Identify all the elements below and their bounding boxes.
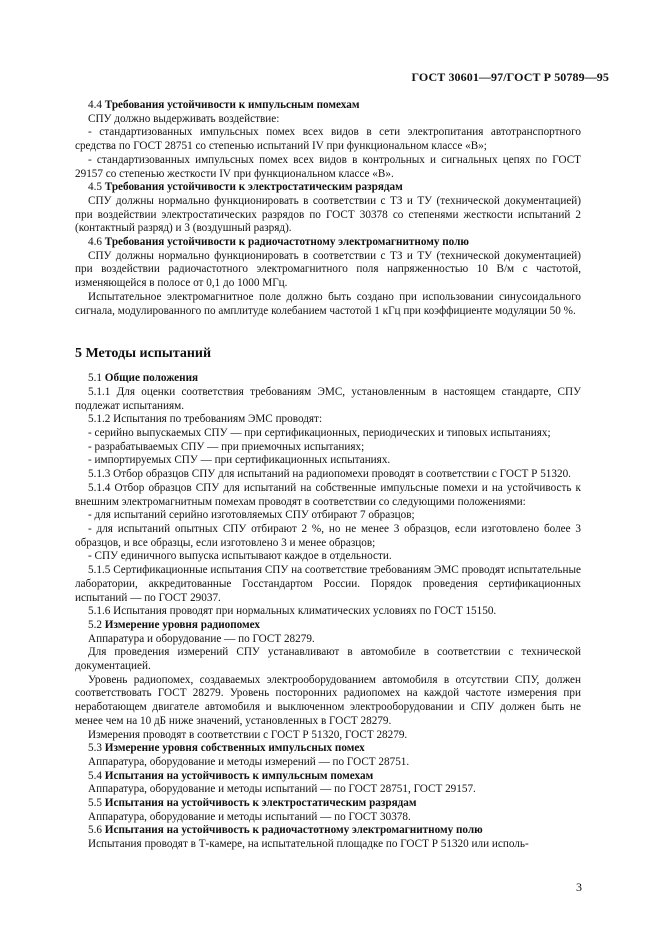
subsection-4-5-heading bbox=[75, 181, 581, 195]
list-item: - стандартизованных импульсных помех всех видов в сети электропитания автотранспортного средства по ГОСТ 28751 со степенью испытаний IV при функциональном классе «В»; bbox=[75, 126, 581, 153]
subsection-4-4-heading bbox=[75, 99, 581, 113]
subsection-4-6-heading bbox=[75, 236, 581, 250]
subsection-number: 5.4 bbox=[88, 769, 102, 782]
subsection-title: Измерение уровня радиопомех bbox=[104, 618, 261, 631]
paragraph: 5.1.5 Сертификационные испытания СПУ на соответствие требованиям ЭМС проводят испытательные лаборатории, аккредитованные Госстандартом России. Порядок проведения сертификационных испытаний — по ГОСТ 29037. bbox=[75, 564, 581, 604]
paragraph: СПУ должно выдерживать воздействие: bbox=[88, 112, 280, 125]
subsection-number: 4.6 bbox=[88, 236, 102, 249]
paragraph: Аппаратура, оборудование и методы испытаний — по ГОСТ 30378. bbox=[88, 810, 411, 823]
subsection-title: Испытания на устойчивость к импульсным помехам bbox=[104, 769, 374, 782]
document-header: ГОСТ 30601—97/ГОСТ Р 50789—95 bbox=[411, 70, 609, 84]
document-body bbox=[75, 99, 581, 852]
subsection-number: 5.3 bbox=[88, 742, 102, 755]
subsection-number: 4.5 bbox=[88, 181, 102, 194]
subsection-5-5-heading bbox=[75, 797, 581, 811]
list-item: - импортируемых СПУ — при сертификационных испытаниях. bbox=[88, 454, 391, 467]
subsection-5-6-heading bbox=[75, 824, 581, 838]
subsection-title: Испытания на устойчивость к электростатическим разрядам bbox=[104, 797, 417, 810]
paragraph: Измерения проводят в соответствии с ГОСТ Р 51320, ГОСТ 28279. bbox=[88, 728, 408, 741]
paragraph: Аппаратура, оборудование и методы измерений — по ГОСТ 28751. bbox=[88, 755, 410, 768]
subsection-5-3-heading bbox=[75, 742, 581, 756]
subsection-number: 5.2 bbox=[88, 618, 102, 631]
subsection-number: 4.4 bbox=[88, 99, 102, 111]
paragraph: Уровень радиопомех, создаваемых электрооборудованием автомобиля в отсутствии СПУ, должен соответствовать ГОСТ 28279. Уровень посторонних радиопомех на каждой частоте измерения при неработающем двигателе автомобиля и выключенном электрооборудовании и СПУ должен быть не менее чем на 10 дБ ниже значений, установленных в ГОСТ 28279. bbox=[75, 673, 581, 727]
subsection-title: Требования устойчивости к электростатическим разрядам bbox=[104, 181, 403, 194]
subsection-number: 5.1 bbox=[88, 372, 102, 385]
list-item: - разрабатываемых СПУ — при приемочных испытаниях; bbox=[88, 440, 365, 453]
paragraph: 5.1.4 Отбор образцов СПУ для испытаний на собственные импульсные помехи и на устойчивость к внешним электромагнитным помехам проводят в соответствии со следующими положениями: bbox=[75, 481, 581, 508]
subsection-title: Требования устойчивости к радиочастотному электромагнитному полю bbox=[104, 236, 469, 249]
paragraph: 5.1.1 Для оценки соответствия требованиям ЭМС, установленным в настоящем стандарте, СПУ подлежат испытаниям. bbox=[75, 385, 581, 412]
section-5-heading: 5 Методы испытаний bbox=[75, 346, 212, 362]
subsection-title: Испытания на устойчивость к радиочастотному электромагнитному полю bbox=[104, 824, 483, 837]
subsection-5-1-heading bbox=[75, 372, 581, 386]
subsection-number: 5.6 bbox=[88, 824, 102, 837]
subsection-number: 5.5 bbox=[88, 797, 102, 810]
paragraph: Аппаратура, оборудование и методы испытаний — по ГОСТ 28751, ГОСТ 29157. bbox=[88, 783, 476, 796]
list-item: - серийно выпускаемых СПУ — при сертификационных, периодических и типовых испытаниях; bbox=[88, 427, 551, 440]
subsection-5-2-heading bbox=[75, 619, 581, 633]
subsection-title: Общие положения bbox=[104, 372, 199, 385]
paragraph: 5.1.6 Испытания проводят при нормальных климатических условиях по ГОСТ 15150. bbox=[88, 605, 497, 618]
paragraph: Аппаратура и оборудование — по ГОСТ 28279. bbox=[88, 632, 315, 645]
paragraph: СПУ должны нормально функционировать в соответствии с ТЗ и ТУ (технической документацией) при воздействии электростатических разрядов по ГОСТ 30378 со степенями жесткости испытаний 2 (контактный разряд) и 3 (воздушный разряд). bbox=[75, 194, 581, 235]
list-item: - СПУ единичного выпуска испытывают каждое в отдельности. bbox=[88, 550, 392, 563]
subsection-title: Требования устойчивости к импульсным помехам bbox=[104, 99, 360, 111]
paragraph: 5.1.2 Испытания по требованиям ЭМС проводят: bbox=[88, 413, 323, 426]
list-item: - для испытаний опытных СПУ отбирают 2 %, но не менее 3 образцов, если изготовлено более 3 образцов, и все образцы, если изготовлено 3 и менее образцов; bbox=[75, 522, 581, 549]
list-item: - для испытаний серийно изготовляемых СПУ отбирают 7 образцов; bbox=[88, 509, 415, 522]
paragraph: 5.1.3 Отбор образцов СПУ для испытаний на радиопомехи проводят в соответствии с ГОСТ Р 51320. bbox=[88, 468, 571, 481]
paragraph: Испытания проводят в Т-камере, на испытательной площадке по ГОСТ Р 51320 или исполь- bbox=[88, 838, 529, 851]
paragraph: СПУ должны нормально функционировать в соответствии с ТЗ и ТУ (технической документацией) при воздействии радиочастотного электромагнитного поля напряженностью 10 В/м с частотой, изменяющейся в полосе от 0,1 до 1000 МГц. bbox=[75, 249, 581, 290]
subsection-5-4-heading bbox=[75, 770, 581, 784]
paragraph: Для проведения измерений СПУ устанавливают в автомобиле в соответствии с технической документацией. bbox=[75, 646, 581, 673]
subsection-title: Измерение уровня собственных импульсных помех bbox=[104, 742, 365, 755]
page-number: 3 bbox=[576, 880, 582, 894]
paragraph: Испытательное электромагнитное поле должно быть создано при использовании синусоидального сигнала, модулированного по амплитуде колебанием частотой 1 кГц при коэффициенте модуляции 50 %. bbox=[75, 290, 581, 317]
list-item: - стандартизованных импульсных помех всех видов в контрольных и сигнальных цепях по ГОСТ 29157 со степенью жесткости IV при функциональном классе «В». bbox=[75, 153, 581, 180]
